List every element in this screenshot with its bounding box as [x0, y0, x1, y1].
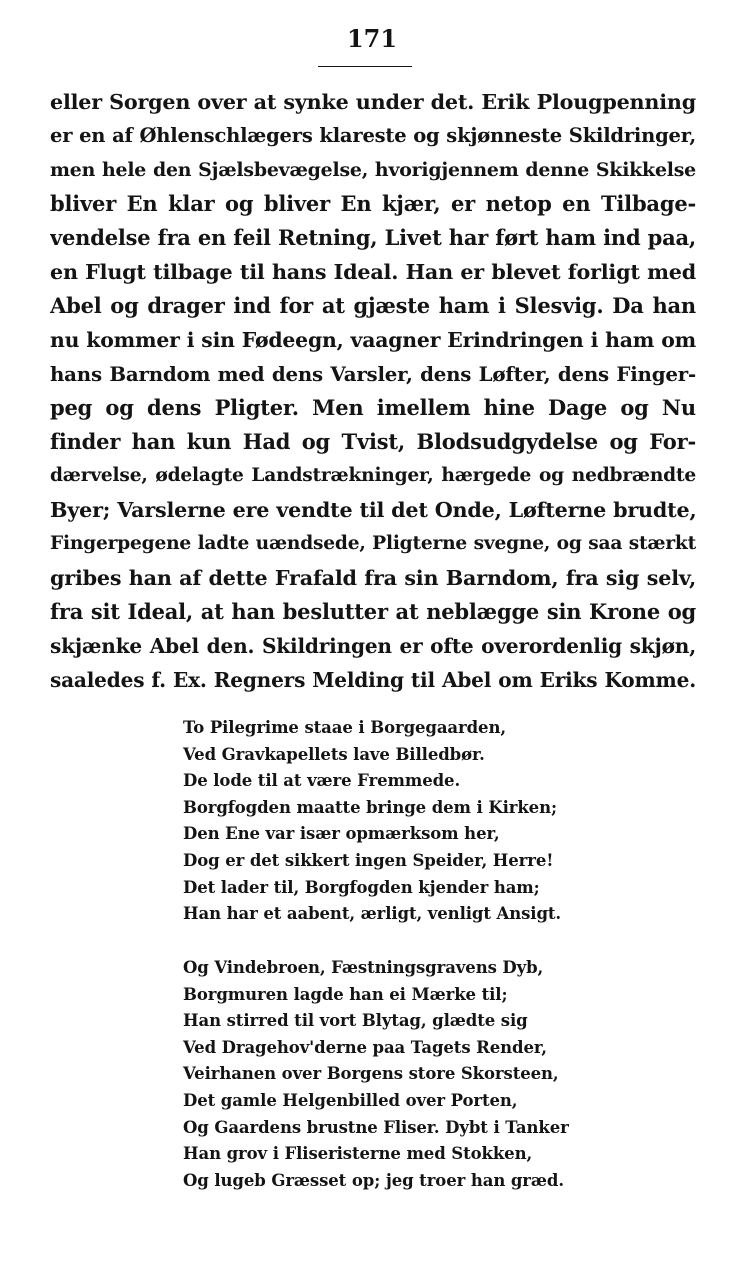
page-number: 171	[346, 24, 398, 53]
poem-line: Det gamle Helgenbilled over Porten,	[183, 1090, 518, 1110]
poem-line: Ved Gravkapellets lave Billedbør.	[183, 744, 485, 764]
prose-line: er en af Øhlenschlægers klareste og skjønneste Skildringer,	[50, 124, 696, 147]
poem-line: Han grov i Fliseristerne med Stokken,	[183, 1144, 533, 1164]
poem-line: Dog er det sikkert ingen Speider, Herre!	[183, 850, 554, 870]
prose-line: bliver En klar og bliver En kjær, er netop en Tilbage-	[50, 191, 696, 216]
prose-line: hans Barndom med dens Varsler, dens Løfter, dens Finger-	[50, 362, 696, 386]
poem-line: Det lader til, Borgfogden kjender ham;	[183, 877, 540, 897]
prose-line: peg og dens Pligter. Men imellem hine Dage og Nu	[50, 395, 696, 420]
prose-line: saaledes f. Ex. Regners Melding til Abel om Eriks Komme.	[50, 668, 696, 692]
prose-line: vendelse fra en feil Retning, Livet har ført ham ind paa,	[50, 225, 696, 250]
prose-line: Abel og drager ind for at gjæste ham i Slesvig. Da han	[50, 293, 696, 318]
poem-line: To Pilegrime staae i Borgegaarden,	[183, 718, 506, 737]
poem-line: Borgfogden maatte bringe dem i Kirken;	[183, 797, 557, 817]
prose-paragraph	[50, 85, 696, 697]
poem-line: Han har et aabent, ærligt, venligt Ansigt.	[183, 904, 562, 924]
prose-line: skjænke Abel den. Skildringen er ofte overordenlig skjøn,	[50, 634, 696, 658]
page-number-rule	[318, 66, 412, 67]
prose-line: Byer; Varslerne ere vendte til det Onde, Løfterne brudte,	[50, 498, 696, 522]
poem-line: Den Ene var især opmærksom her,	[183, 824, 500, 844]
poem-stanza	[183, 955, 623, 1194]
prose-line: eller Sorgen over at synke under det. Erik Plougpenning	[50, 90, 696, 114]
poem-line: Han stirred til vort Blytag, glædte sig	[183, 1011, 528, 1031]
prose-line: en Flugt tilbage til hans Ideal. Han er blevet forligt med	[50, 260, 696, 284]
prose-line: finder han kun Had og Tvist, Blodsudgydelse og For-	[50, 429, 696, 454]
prose-line: nu kommer i sin Fødeegn, vaagner Erindringen i ham om	[50, 328, 696, 352]
poem-line: Og Gaardens brustne Fliser. Dybt i Tanker	[183, 1117, 569, 1137]
poem-line: Og Vindebroen, Fæstningsgravens Dyb,	[183, 958, 544, 977]
prose-line: dærvelse, ødelagte Landstrækninger, hærgede og nedbrændte	[50, 465, 696, 486]
poem-line: Veirhanen over Borgens store Skorsteen,	[183, 1064, 559, 1084]
poem-line: De lode til at være Fremmede.	[183, 771, 461, 791]
prose-line: gribes han af dette Frafald fra sin Barndom, fra sig selv,	[50, 566, 696, 590]
poem-stanza	[183, 715, 623, 928]
poem-line: Borgmuren lagde han ei Mærke til;	[183, 984, 508, 1004]
poem-line: Ved Dragehov'derne paa Tagets Render,	[183, 1037, 547, 1057]
prose-line: fra sit Ideal, at han beslutter at neblægge sin Krone og	[50, 599, 696, 624]
poem-line: Og lugeb Græsset op; jeg troer han græd.	[183, 1170, 564, 1190]
prose-line: Fingerpegene ladte uændsede, Pligterne svegne, og saa stærkt	[50, 533, 696, 554]
prose-line: men hele den Sjælsbevægelse, hvorigjennem denne Skikkelse	[50, 159, 696, 181]
